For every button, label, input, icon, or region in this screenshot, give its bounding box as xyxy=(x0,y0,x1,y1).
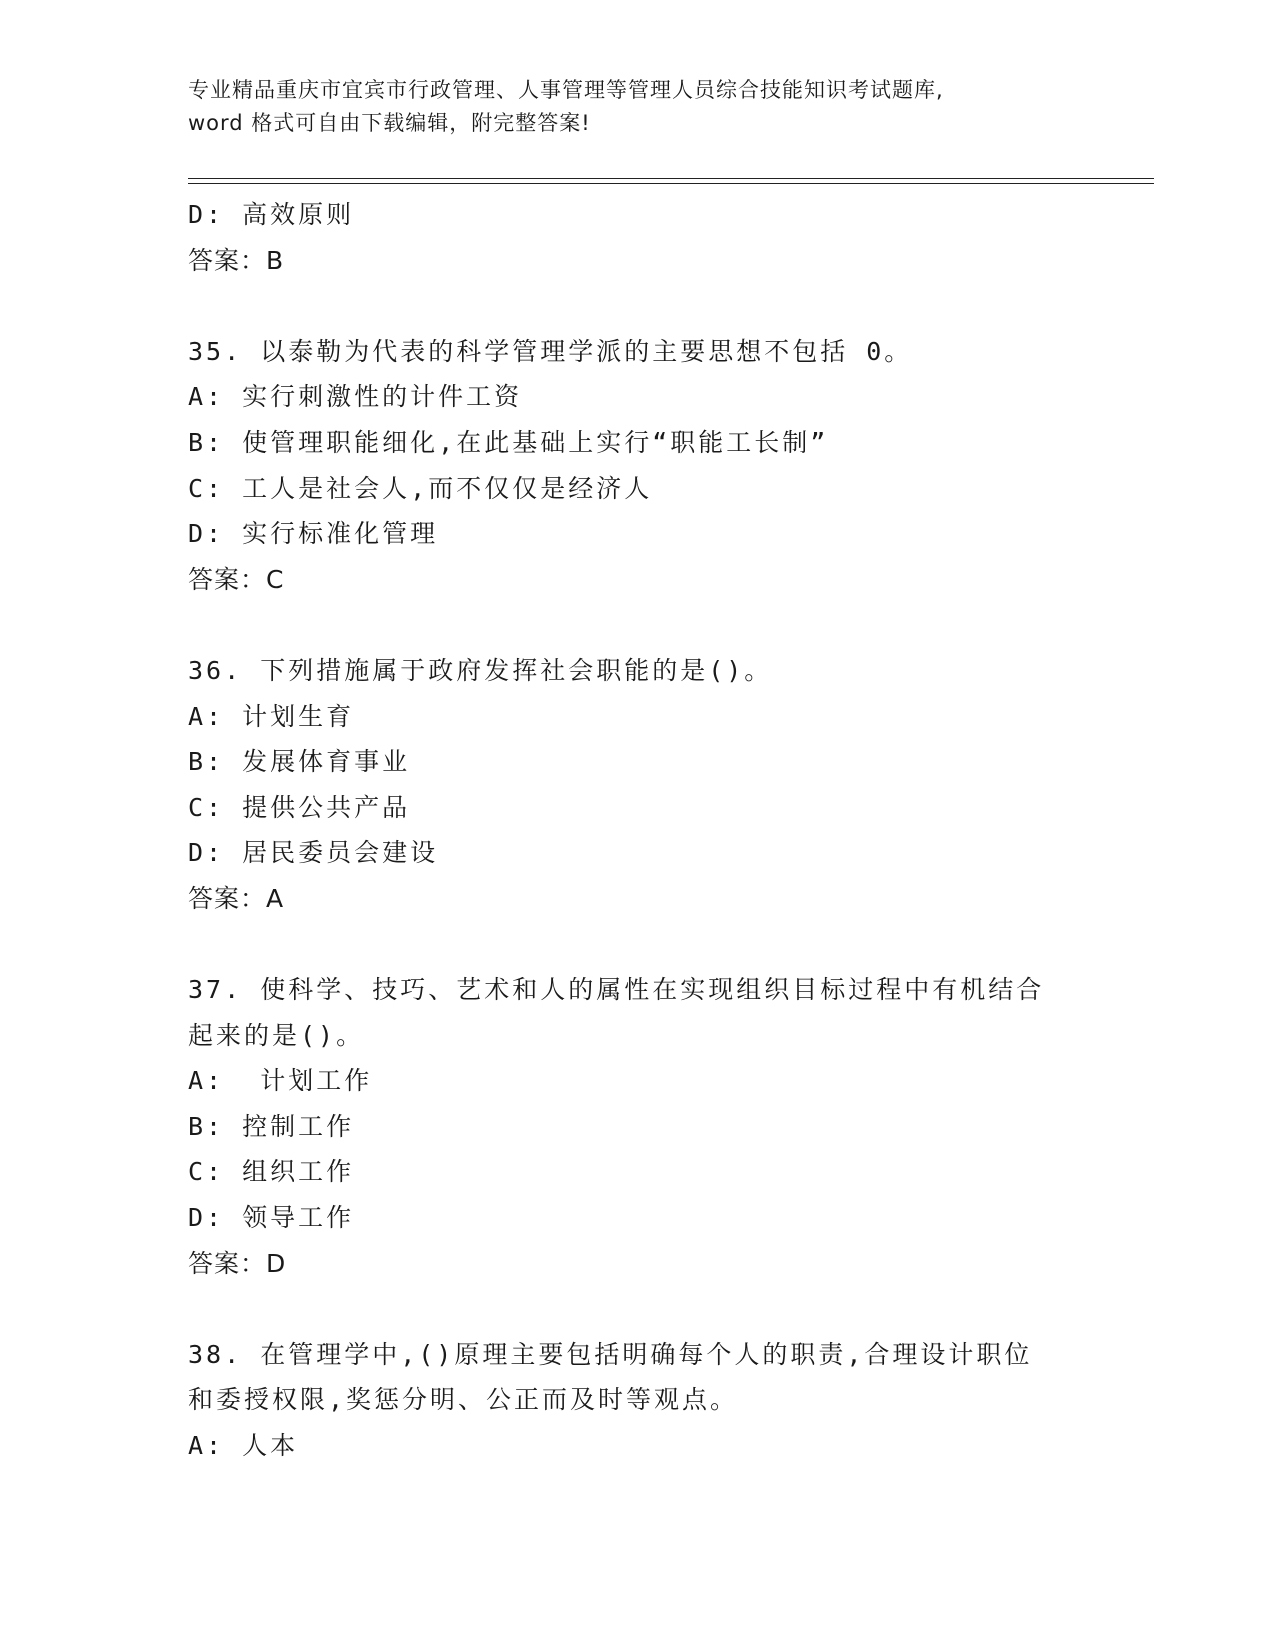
spacer xyxy=(188,602,1088,648)
question-36 xyxy=(188,648,1088,922)
answer: 答案：A xyxy=(188,883,285,913)
header-divider-top xyxy=(188,178,1154,179)
header-divider-bottom xyxy=(188,183,1154,184)
option-b: B: 使管理职能细化,在此基础上实行“职能工长制” xyxy=(188,427,829,457)
spacer xyxy=(188,922,1088,968)
option-c: C: 提供公共产品 xyxy=(188,792,411,822)
answer: 答案：D xyxy=(188,1248,287,1278)
option-d: D: 高效原则 xyxy=(188,200,355,229)
option-d: D: 实行标准化管理 xyxy=(188,519,439,549)
option-b: B: 发展体育事业 xyxy=(188,747,411,777)
option-a: A: 人本 xyxy=(188,1431,299,1461)
option-c: C: 组织工作 xyxy=(188,1157,355,1187)
header-line-1: 专业精品重庆市宜宾市行政管理、人事管理等管理人员综合技能知识考试题库, xyxy=(188,78,944,102)
question-text: 38. 在管理学中,()原理主要包括明确每个人的职责,合理设计职位和委授权限,奖惩分明、公正而及时等观点。 xyxy=(188,1339,1033,1415)
question-text: 35. 以泰勒为代表的科学管理学派的主要思想不包括 0。 xyxy=(188,336,913,366)
option-a: A: 计划生育 xyxy=(188,701,355,731)
spacer xyxy=(188,283,1088,329)
spacer xyxy=(188,1286,1088,1332)
question-text: 36. 下列措施属于政府发挥社会职能的是()。 xyxy=(188,655,773,685)
question-37 xyxy=(188,967,1088,1286)
answer: 答案：B xyxy=(188,245,285,275)
option-b: B: 控制工作 xyxy=(188,1111,355,1141)
option-d: D: 领导工作 xyxy=(188,1203,355,1233)
answer: 答案：C xyxy=(188,564,285,594)
question-list xyxy=(188,192,1088,1469)
option-c: C: 工人是社会人,而不仅仅是经济人 xyxy=(188,473,653,503)
document-header xyxy=(188,74,1068,140)
option-a: A: 实行刺激性的计件工资 xyxy=(188,382,523,412)
question-35 xyxy=(188,329,1088,603)
header-line-2: word 格式可自由下载编辑，附完整答案! xyxy=(188,111,591,135)
question-38 xyxy=(188,1332,1088,1469)
option-d: D: 居民委员会建设 xyxy=(188,838,439,868)
option-a: A: 计划工作 xyxy=(188,1066,373,1096)
question-text: 37. 使科学、技巧、艺术和人的属性在实现组织目标过程中有机结合起来的是()。 xyxy=(188,975,1045,1050)
